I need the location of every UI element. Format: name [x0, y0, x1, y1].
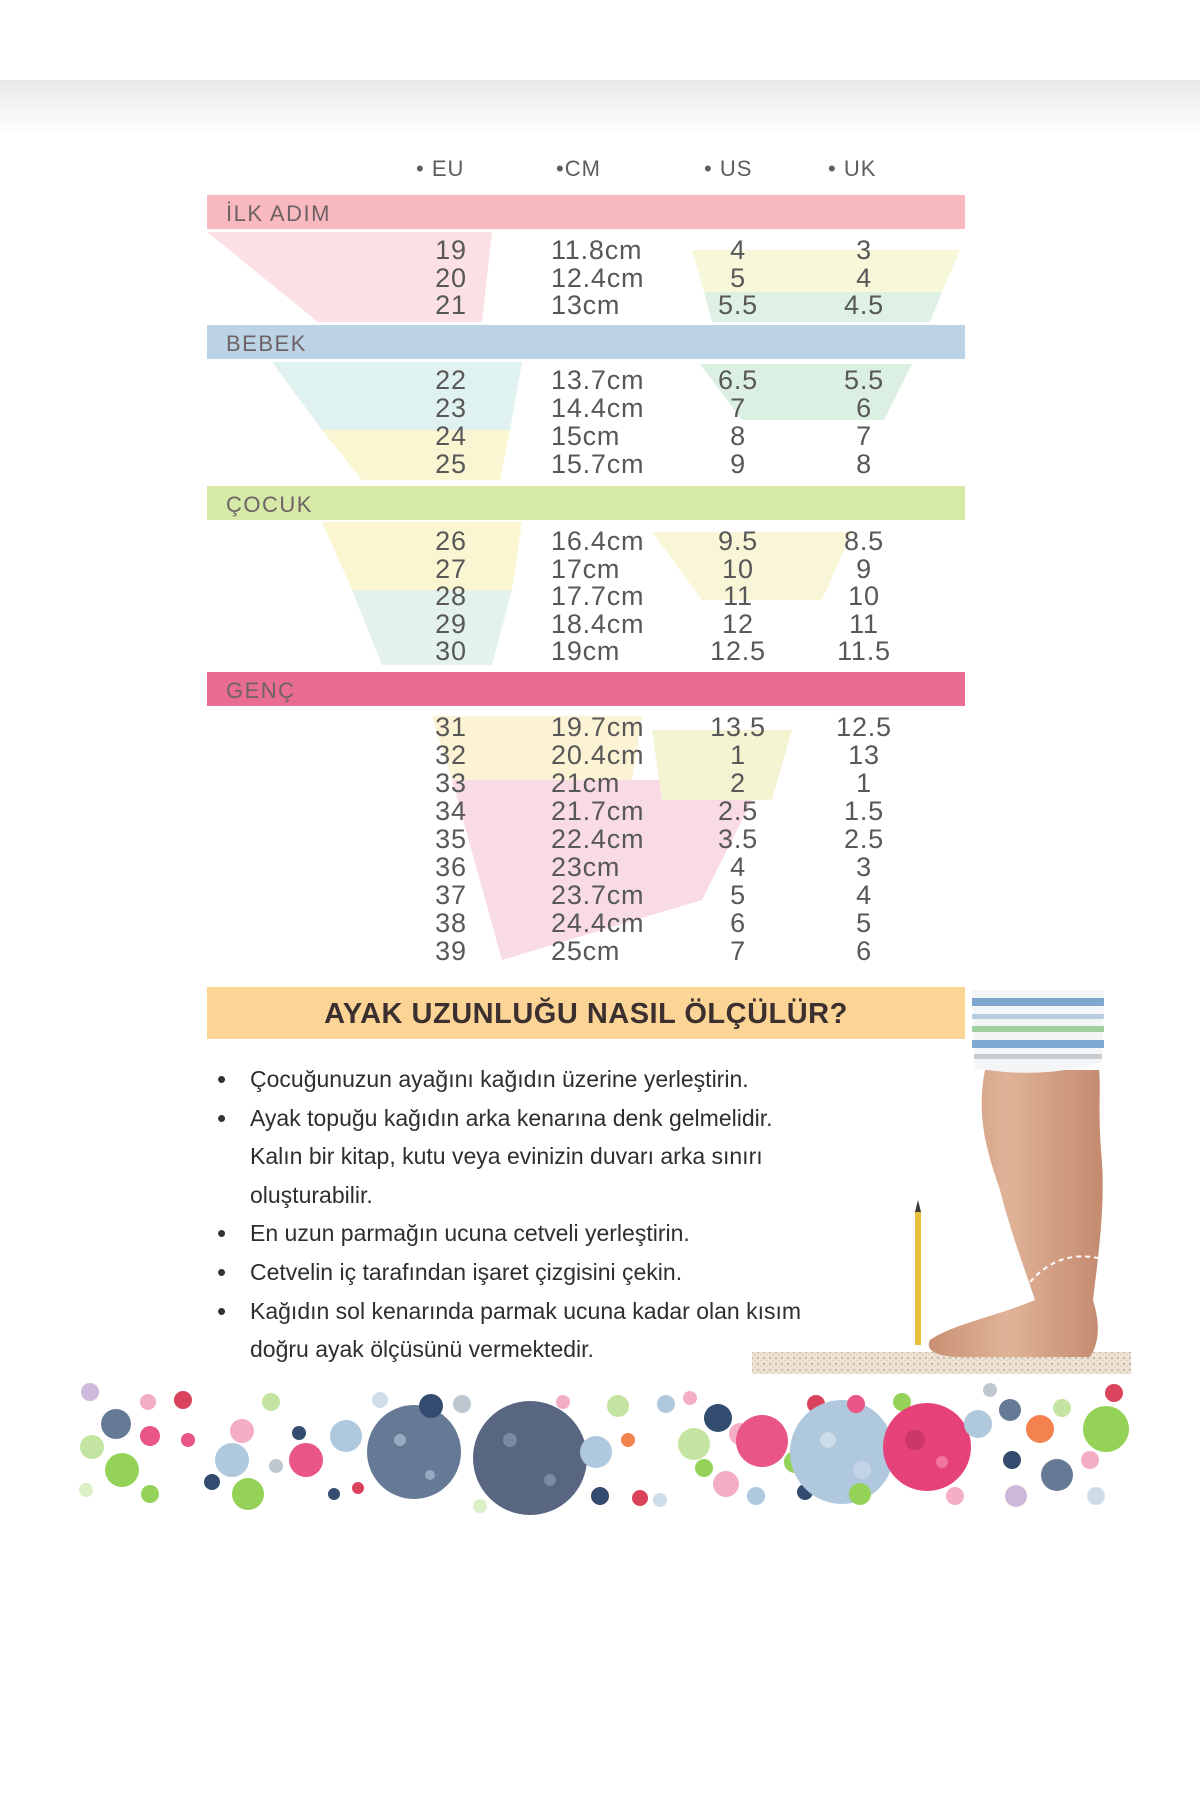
size-row [207, 881, 965, 909]
decorative-dot [503, 1433, 517, 1447]
decorative-dot [946, 1487, 964, 1505]
decorative-dot [964, 1410, 992, 1438]
decorative-dot [556, 1395, 570, 1409]
decorative-dot [1087, 1487, 1105, 1505]
decorative-dot [105, 1453, 139, 1487]
decorative-dot [141, 1485, 159, 1503]
us-size-cell: 4 [730, 852, 746, 882]
leg [929, 1070, 1103, 1357]
step-text-line: • Ayak topuğu kağıdın arka kenarına denk gelmelidir. [250, 1104, 773, 1131]
decorative-dot [883, 1403, 971, 1491]
us-size-cell: 13.5 [710, 712, 766, 742]
decorative-dot [181, 1433, 195, 1447]
cm-length-cell: 19.7cm [551, 712, 645, 742]
uk-size-cell: 4 [856, 880, 872, 910]
decorative-dot [1083, 1406, 1129, 1452]
uk-size-cell: 11.5 [837, 636, 891, 666]
cm-length-cell: 17cm [551, 553, 621, 584]
us-size-cell: 5 [730, 880, 746, 910]
us-size-cell: 7 [730, 936, 746, 966]
size-row [207, 555, 965, 583]
measure-step [222, 1214, 902, 1253]
uk-size-cell: 8 [856, 449, 872, 479]
column-header-cm: •CM [556, 156, 601, 181]
uk-size-cell: 2.5 [844, 824, 884, 854]
decorative-dot [262, 1393, 280, 1411]
cm-length-cell: 15cm [551, 421, 621, 451]
decorative-dot [853, 1461, 871, 1479]
decorative-dot [607, 1395, 629, 1417]
cm-length-cell: 16.4cm [551, 526, 645, 556]
uk-size-cell: 9 [856, 553, 872, 584]
size-row [207, 825, 965, 853]
decorative-dot [292, 1426, 306, 1440]
eu-size-cell: 21 [435, 290, 467, 320]
eu-size-cell: 33 [435, 768, 467, 798]
eu-size-cell: 36 [435, 852, 467, 882]
cm-length-cell: 21cm [551, 768, 621, 798]
decorative-dot [174, 1391, 192, 1409]
cm-length-cell: 22.4cm [551, 824, 645, 854]
us-size-cell: 10 [722, 553, 754, 584]
eu-size-cell: 37 [435, 880, 467, 910]
eu-size-cell: 31 [435, 712, 467, 742]
decorative-dot [330, 1420, 362, 1452]
measure-guide-title: AYAK UZUNLUĞU NASIL ÖLÇÜLÜR? [207, 987, 965, 1039]
uk-size-cell: 5.5 [844, 365, 884, 395]
measure-step [222, 1099, 902, 1215]
decorative-dot [1105, 1384, 1123, 1402]
cm-length-cell: 23.7cm [551, 880, 645, 910]
decorative-dot [657, 1395, 675, 1413]
decorative-dot [289, 1443, 323, 1477]
decorative-dot [580, 1436, 612, 1468]
uk-size-cell: 7 [856, 421, 872, 451]
measure-step [222, 1060, 902, 1099]
striped-shorts [972, 990, 1104, 1073]
eu-size-cell: 25 [435, 449, 467, 479]
step-text-line: • Cetvelin iç tarafından işaret çizgisini çekin. [250, 1258, 683, 1285]
size-row [207, 291, 965, 319]
decorative-dot [847, 1395, 865, 1413]
size-row [207, 909, 965, 937]
decorative-dot [79, 1483, 93, 1497]
uk-size-cell: 1 [856, 768, 872, 798]
us-size-cell: 1 [730, 740, 746, 770]
step-text-line: doğru ayak ölçüsünü vermektedir. [250, 1336, 594, 1363]
size-row [207, 741, 965, 769]
cm-length-cell: 13cm [551, 290, 621, 320]
uk-size-cell: 8.5 [844, 526, 884, 556]
decorative-dot [820, 1432, 836, 1448]
step-text-line: oluşturabilir. [250, 1181, 373, 1208]
us-size-cell: 2.5 [718, 796, 758, 826]
size-row [207, 637, 965, 665]
us-size-cell: 12 [722, 608, 754, 639]
decorative-dot [215, 1443, 249, 1477]
us-size-cell: 6.5 [718, 365, 758, 395]
eu-size-cell: 35 [435, 824, 467, 854]
decorative-dot [473, 1499, 487, 1513]
eu-size-cell: 26 [435, 526, 467, 556]
section-band [207, 325, 965, 359]
size-row [207, 713, 965, 741]
cm-length-cell: 24.4cm [551, 908, 645, 938]
uk-size-cell: 6 [856, 936, 872, 966]
us-size-cell: 9 [730, 449, 746, 479]
uk-size-cell: 12.5 [836, 712, 892, 742]
decorative-dot [81, 1383, 99, 1401]
decorative-dot [653, 1493, 667, 1507]
section-label: BEBEK [226, 331, 307, 356]
size-rows [207, 366, 965, 478]
decorative-dot [621, 1433, 635, 1447]
decorative-dot [1003, 1451, 1021, 1469]
section-cocuk [207, 486, 965, 665]
column-header-eu: • EU [416, 156, 465, 181]
decorative-dot [747, 1487, 765, 1505]
step-text-line: • En uzun parmağın ucuna cetveli yerleştirin. [250, 1220, 690, 1247]
decorative-dot [372, 1392, 388, 1408]
decorative-dot [101, 1409, 131, 1439]
size-row [207, 582, 965, 610]
decorative-dot [453, 1395, 471, 1413]
step-text-line: • Kağıdın sol kenarında parmak ucuna kadar olan kısım [250, 1297, 802, 1324]
uk-size-cell: 1.5 [844, 796, 884, 826]
decorative-dot [849, 1483, 871, 1505]
decorative-dot [394, 1434, 406, 1446]
measure-step [222, 1253, 902, 1292]
decorative-dot [704, 1404, 732, 1432]
eu-size-cell: 20 [435, 262, 467, 293]
size-row [207, 797, 965, 825]
step-text-line: Kalın bir kitap, kutu veya evinizin duvarı arka sınırı [250, 1143, 763, 1170]
cm-length-cell: 18.4cm [551, 608, 645, 639]
uk-size-cell: 4.5 [844, 290, 884, 320]
size-rows [207, 527, 965, 665]
decorative-dot [425, 1470, 435, 1480]
us-size-cell: 6 [730, 908, 746, 938]
section-band [207, 486, 965, 520]
uk-size-cell: 3 [856, 235, 872, 265]
decorative-dot [232, 1478, 264, 1510]
column-header-uk: • UK [828, 156, 877, 181]
eu-size-cell: 39 [435, 936, 467, 966]
section-ilk-adim [207, 195, 965, 319]
decorative-dot [936, 1456, 948, 1468]
decorative-dot [352, 1482, 364, 1494]
decorative-dot [328, 1488, 340, 1500]
us-size-cell: 5 [730, 262, 746, 293]
size-row [207, 236, 965, 264]
measure-step [222, 1292, 902, 1369]
decorative-dot [230, 1419, 254, 1443]
size-row [207, 264, 965, 292]
size-rows [207, 713, 965, 965]
decorative-dot [695, 1459, 713, 1477]
us-size-cell: 5.5 [718, 290, 758, 320]
eu-size-cell: 38 [435, 908, 467, 938]
size-row [207, 450, 965, 478]
decorative-dot [1041, 1459, 1073, 1491]
cm-length-cell: 11.8cm [551, 235, 643, 265]
us-size-cell: 11 [723, 581, 753, 611]
cm-length-cell: 12.4cm [551, 262, 645, 293]
decorative-dot [544, 1474, 556, 1486]
section-label: İLK ADIM [226, 201, 331, 226]
decorative-dot [1026, 1415, 1054, 1443]
cm-length-cell: 15.7cm [551, 449, 645, 479]
section-label: ÇOCUK [226, 492, 313, 517]
section-bebek [207, 325, 965, 478]
decorative-dot [632, 1490, 648, 1506]
uk-size-cell: 11 [849, 608, 879, 639]
uk-size-cell: 6 [856, 393, 872, 423]
eu-size-cell: 24 [435, 421, 467, 451]
size-row [207, 610, 965, 638]
section-label: GENÇ [226, 678, 296, 703]
eu-size-cell: 22 [435, 365, 467, 395]
us-size-cell: 7 [730, 393, 746, 423]
us-size-cell: 2 [730, 768, 746, 798]
cm-length-cell: 17.7cm [551, 581, 645, 611]
eu-size-cell: 27 [435, 553, 467, 584]
measure-steps [222, 1060, 902, 1369]
decorative-dot [713, 1471, 739, 1497]
decorative-dot [790, 1400, 894, 1504]
decorative-dot [1005, 1485, 1027, 1507]
decorative-dot [905, 1430, 925, 1450]
size-row [207, 394, 965, 422]
us-size-cell: 4 [730, 235, 746, 265]
size-rows [207, 236, 965, 319]
eu-size-cell: 19 [435, 235, 467, 265]
eu-size-cell: 29 [435, 608, 467, 639]
decorative-dot [736, 1415, 788, 1467]
us-size-cell: 3.5 [718, 824, 758, 854]
us-size-cell: 8 [730, 421, 746, 451]
eu-size-cell: 23 [435, 393, 467, 423]
us-size-cell: 9.5 [718, 526, 758, 556]
decorative-dot [999, 1399, 1021, 1421]
us-size-cell: 12.5 [710, 636, 766, 666]
uk-size-cell: 10 [848, 581, 880, 611]
decorative-dot [419, 1394, 443, 1418]
decorative-dot [367, 1405, 461, 1499]
cm-length-cell: 25cm [551, 936, 621, 966]
section-genc [207, 672, 965, 965]
section-band [207, 672, 965, 706]
size-row [207, 422, 965, 450]
uk-size-cell: 5 [856, 908, 872, 938]
cm-length-cell: 20.4cm [551, 740, 645, 770]
decorative-dot [1081, 1451, 1099, 1469]
decorative-dot [473, 1401, 587, 1515]
uk-size-cell: 3 [856, 852, 872, 882]
decorative-dot [1053, 1399, 1071, 1417]
cm-length-cell: 13.7cm [551, 365, 645, 395]
uk-size-cell: 4 [856, 262, 872, 293]
decorative-dot [204, 1474, 220, 1490]
cm-length-cell: 23cm [551, 852, 621, 882]
size-row [207, 769, 965, 797]
cm-length-cell: 14.4cm [551, 393, 645, 423]
step-text-line: • Çocuğunuzun ayağını kağıdın üzerine yerleştirin. [250, 1066, 749, 1092]
eu-size-cell: 28 [435, 581, 467, 611]
pencil [915, 1200, 921, 1345]
cm-length-cell: 21.7cm [551, 796, 645, 826]
decorative-dot [683, 1391, 697, 1405]
size-row [207, 937, 965, 965]
decorative-dots-border [79, 1383, 1129, 1515]
eu-size-cell: 30 [435, 636, 467, 666]
decorative-dot [678, 1428, 710, 1460]
decorative-dot [983, 1383, 997, 1397]
eu-size-cell: 34 [435, 796, 467, 826]
section-band [207, 195, 965, 229]
decorative-dot [140, 1394, 156, 1410]
decorative-dot [269, 1459, 283, 1473]
decorative-dot [80, 1435, 104, 1459]
eu-size-cell: 32 [435, 740, 467, 770]
column-header-us: • US [704, 156, 753, 181]
size-row [207, 527, 965, 555]
decorative-dot [140, 1426, 160, 1446]
size-row [207, 853, 965, 881]
decorative-dot [591, 1487, 609, 1505]
cm-length-cell: 19cm [551, 636, 621, 666]
uk-size-cell: 13 [848, 740, 880, 770]
size-row [207, 366, 965, 394]
